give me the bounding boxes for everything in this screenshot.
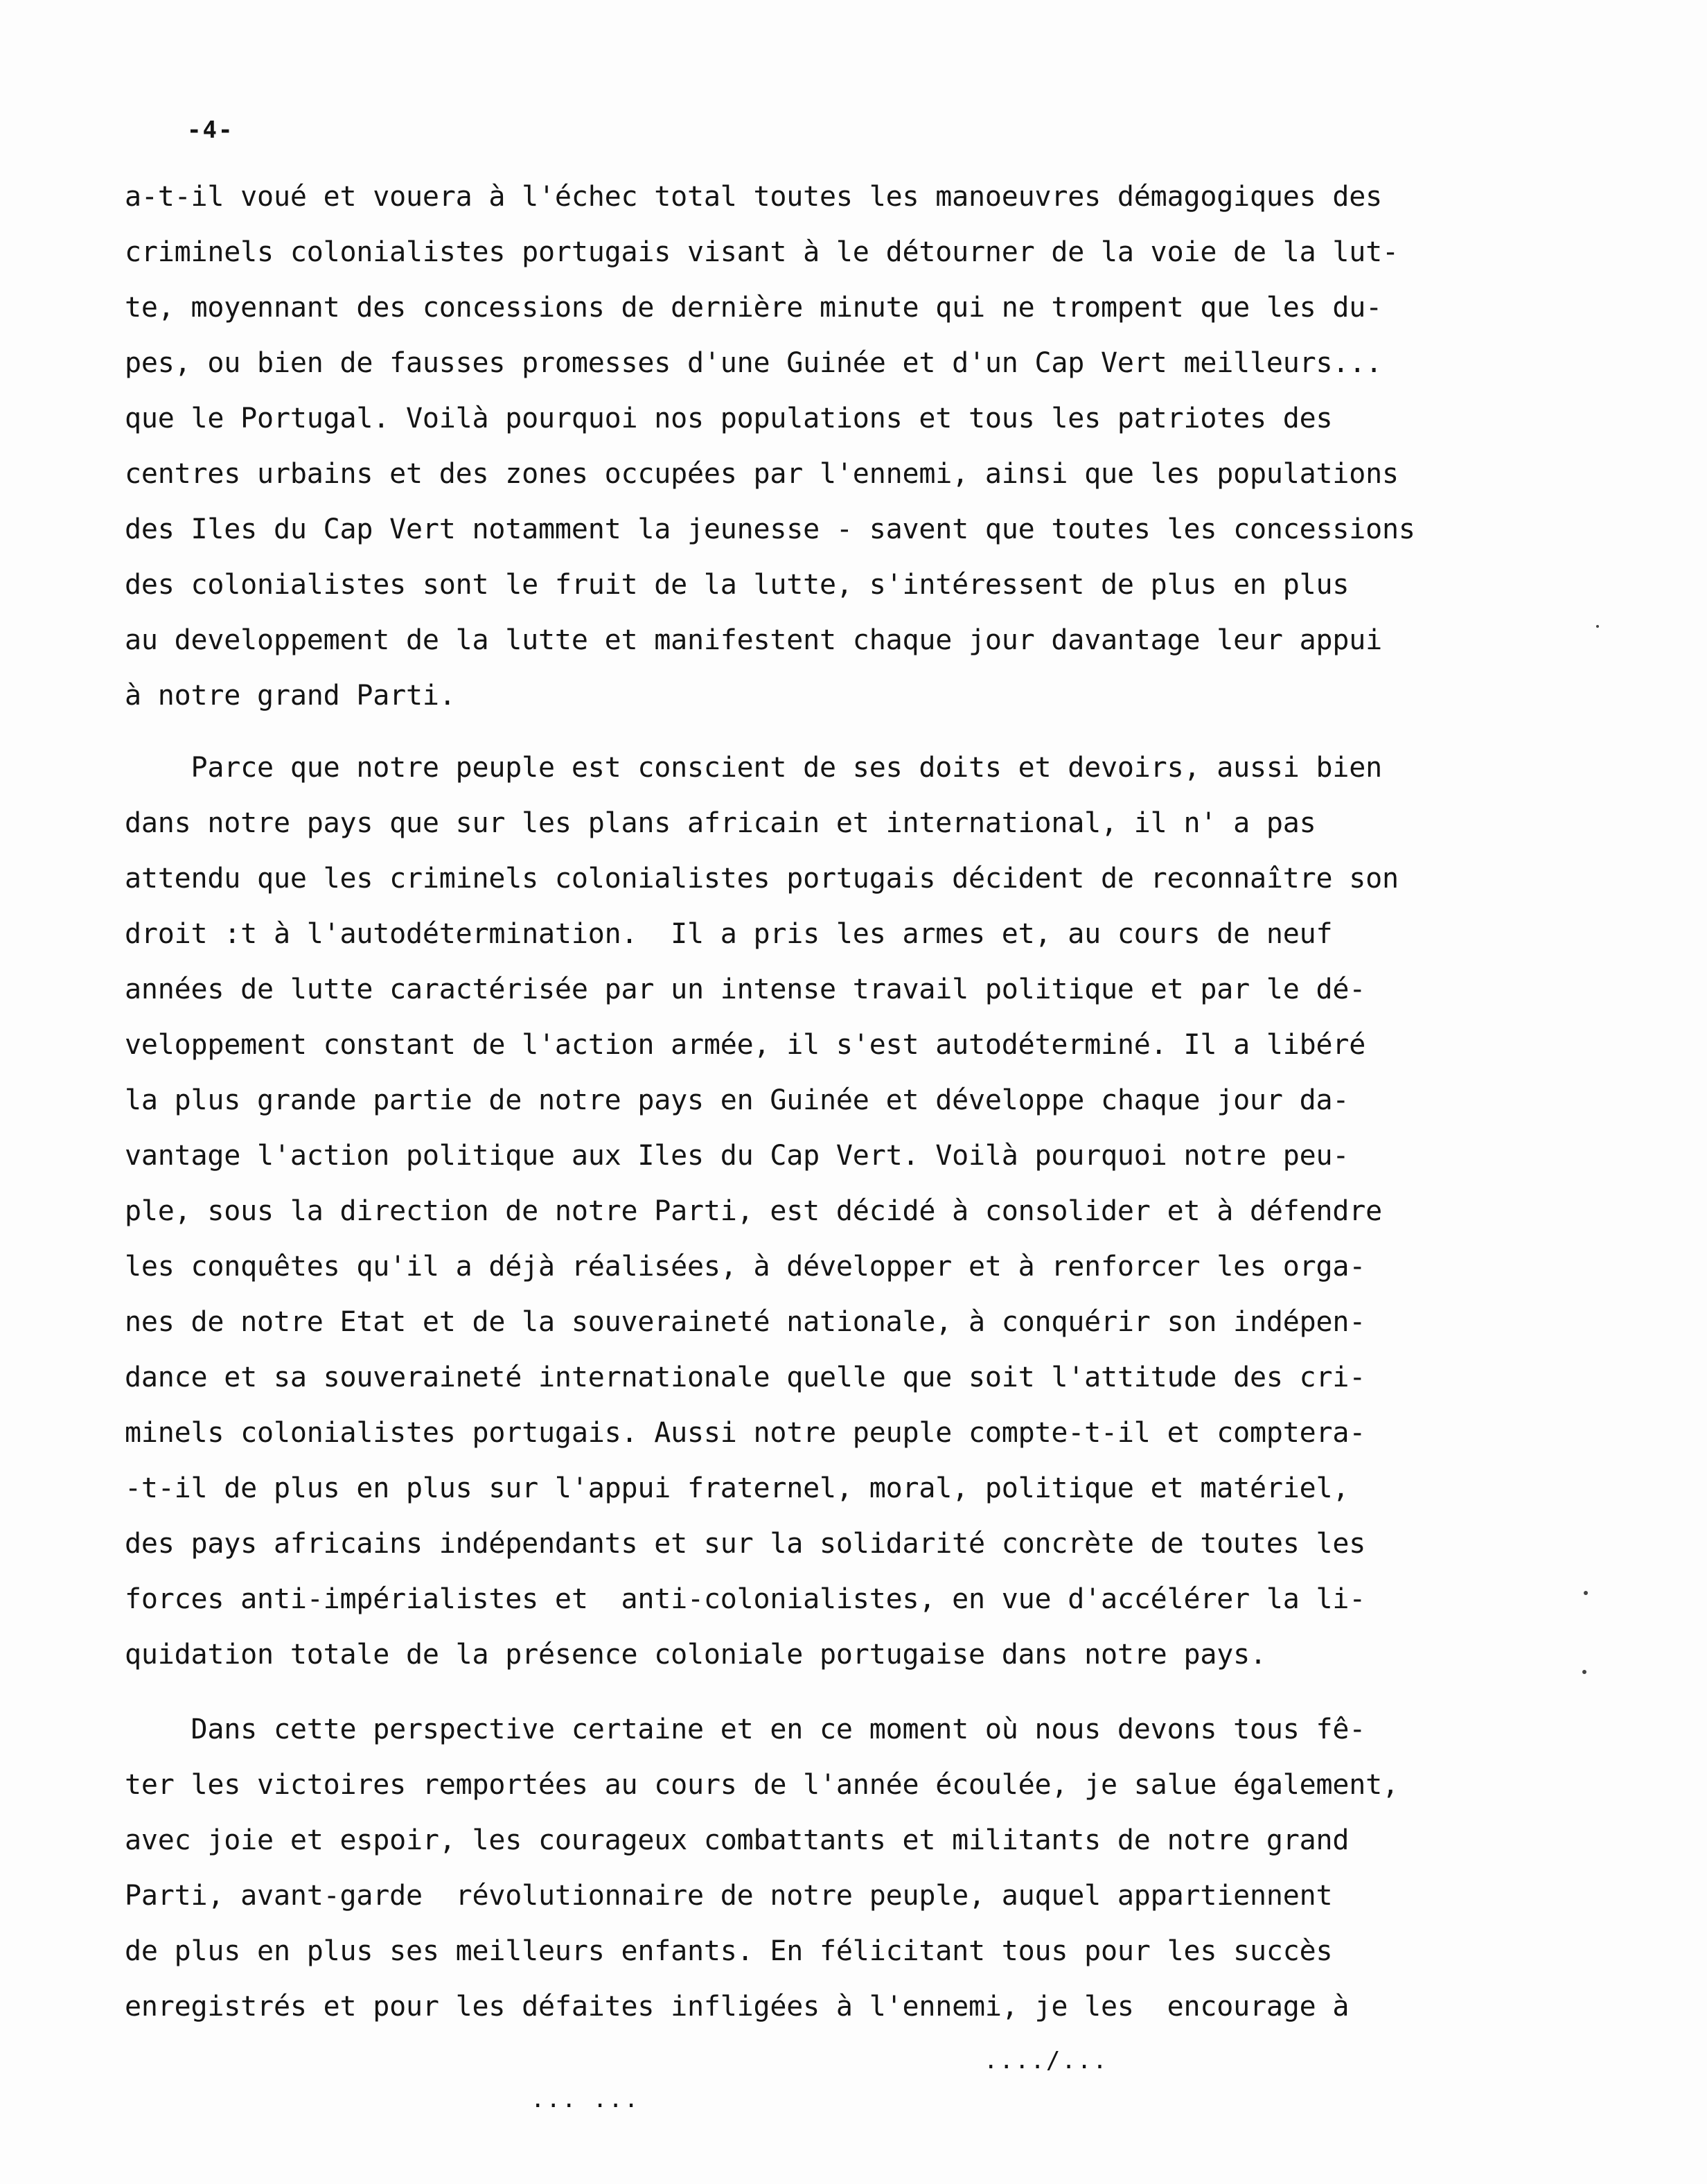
- text-line: la plus grande partie de notre pays en Guinée et développe chaque jour da-: [125, 1084, 1350, 1116]
- scan-speck: [1584, 1591, 1588, 1595]
- scan-speck: [1596, 625, 1599, 628]
- text-line: veloppement constant de l'action armée, il s'est autodéterminé. Il a libéré: [125, 1029, 1366, 1061]
- text-line: centres urbains et des zones occupées par l'ennemi, ainsi que les populations: [125, 458, 1399, 490]
- text-line: nes de notre Etat et de la souveraineté nationale, à conquérir son indépen-: [125, 1306, 1366, 1338]
- text-line: -t-il de plus en plus sur l'appui fraternel, moral, politique et matériel,: [125, 1472, 1350, 1504]
- text-line: que le Portugal. Voilà pourquoi nos populations et tous les patriotes des: [125, 403, 1333, 434]
- text-line: au developpement de la lutte et manifestent chaque jour davantage leur appui: [125, 624, 1383, 656]
- text-line: quidation totale de la présence coloniale portugaise dans notre pays.: [125, 1639, 1266, 1671]
- text-line: droit :t à l'autodétermination. Il a pris les armes et, au cours de neuf: [125, 918, 1333, 950]
- text-line: forces anti-impérialistes et anti-colonialistes, en vue d'accélérer la li-: [125, 1583, 1366, 1615]
- text-line: années de lutte caractérisée par un intense travail politique et par le dé-: [125, 974, 1366, 1005]
- text-line: enregistrés et pour les défaites infligées à l'ennemi, je les encourage à: [125, 1991, 1350, 2023]
- text-line: à notre grand Parti.: [125, 680, 456, 712]
- text-line: Parti, avant-garde révolutionnaire de notre peuple, auquel appartiennent: [125, 1880, 1333, 1912]
- footer-dots: ... ...: [531, 2086, 640, 2113]
- text-line: ter les victoires remportées au cours de l'année écoulée, je salue également,: [125, 1769, 1399, 1801]
- text-line: pes, ou bien de fausses promesses d'une Guinée et d'un Cap Vert meilleurs...: [125, 347, 1383, 379]
- text-line: avec joie et espoir, les courageux combattants et militants de notre grand: [125, 1824, 1350, 1856]
- text-line: des colonialistes sont le fruit de la lutte, s'intéressent de plus en plus: [125, 569, 1350, 601]
- text-line: ple, sous la direction de notre Parti, est décidé à consolider et à défendre: [125, 1195, 1383, 1227]
- text-line: les conquêtes qu'il a déjà réalisées, à développer et à renforcer les orga-: [125, 1251, 1366, 1283]
- continuation-mark: ..../...: [984, 2047, 1108, 2075]
- text-line: minels colonialistes portugais. Aussi notre peuple compte-t-il et comptera-: [125, 1417, 1366, 1449]
- text-line: des pays africains indépendants et sur la solidarité concrète de toutes les: [125, 1528, 1366, 1560]
- text-line: te, moyennant des concessions de dernière minute qui ne trompent que les du-: [125, 292, 1383, 324]
- text-line: criminels colonialistes portugais visant à le détourner de la voie de la lut-: [125, 236, 1399, 268]
- text-line: dance et sa souveraineté internationale quelle que soit l'attitude des cri-: [125, 1362, 1366, 1393]
- text-line: attendu que les criminels colonialistes portugais décident de reconnaître son: [125, 863, 1399, 895]
- text-line: des Iles du Cap Vert notamment la jeunesse - savent que toutes les concessions: [125, 513, 1415, 545]
- text-line: vantage l'action politique aux Iles du Cap Vert. Voilà pourquoi notre peu-: [125, 1140, 1350, 1172]
- text-line: dans notre pays que sur les plans africain et international, il n' a pas: [125, 807, 1316, 839]
- text-line: a-t-il voué et vouera à l'échec total toutes les manoeuvres démagogiques des: [125, 181, 1383, 213]
- scan-speck: [1582, 1670, 1586, 1674]
- page-number: -4-: [187, 116, 234, 144]
- text-line: de plus en plus ses meilleurs enfants. En félicitant tous pour les succès: [125, 1935, 1333, 1967]
- text-line: Parce que notre peuple est conscient de ses doits et devoirs, aussi bien: [125, 752, 1383, 784]
- text-line: Dans cette perspective certaine et en ce moment où nous devons tous fê-: [125, 1714, 1366, 1745]
